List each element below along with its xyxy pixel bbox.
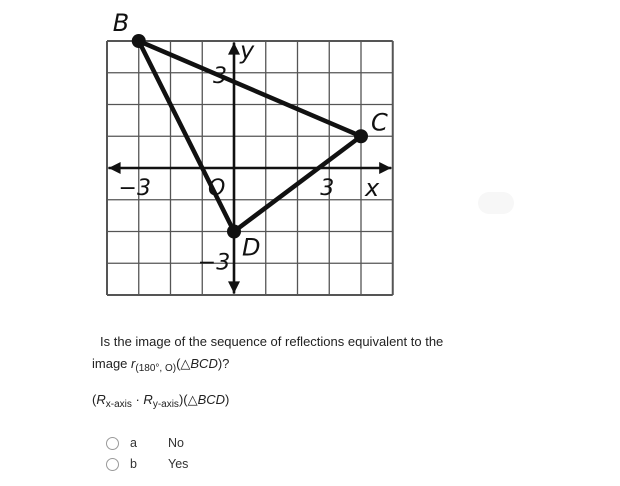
faded-overlay [478, 192, 514, 214]
vertex-label-b: B [112, 9, 130, 37]
choice-text: No [168, 436, 184, 450]
tick-label-x-pos: 3 [320, 176, 335, 201]
tick-label-y-neg: −3 [197, 250, 231, 276]
question-line-2: image $r_{(180^\circ, O)}(\triangle BCD)$? [92, 356, 230, 374]
y-axis-arrow-down [228, 281, 240, 293]
choice-b[interactable] [106, 455, 188, 473]
vertex-b [132, 34, 146, 48]
radio-button[interactable] [106, 458, 119, 471]
composition-expression: ($R_{x-axis}$ · $R_{y-axis})(\triangle BCD)$ [92, 392, 230, 410]
x-axis-label: x [365, 174, 380, 202]
choice-letter: b [130, 457, 137, 471]
vertex-d [227, 225, 241, 239]
question-line-1: Is the image of the sequence of reflections equivalent to the [100, 334, 444, 349]
vertex-c [354, 129, 368, 143]
vertex-label-c: C [371, 108, 388, 137]
origin-label: O [208, 176, 226, 201]
y-axis-arrow-up [228, 43, 240, 55]
vertex-label-d: D [242, 233, 261, 262]
x-axis-arrow-right [379, 162, 391, 174]
tick-label-x-neg: −3 [118, 176, 151, 201]
choice-a[interactable] [106, 434, 184, 452]
choice-text: Yes [168, 457, 189, 471]
radio-button[interactable] [106, 437, 119, 450]
y-axis-label: y [240, 36, 255, 65]
x-axis-arrow-left [109, 162, 121, 174]
tick-label-y-pos: 3 [213, 63, 227, 89]
choice-letter: a [130, 436, 137, 450]
